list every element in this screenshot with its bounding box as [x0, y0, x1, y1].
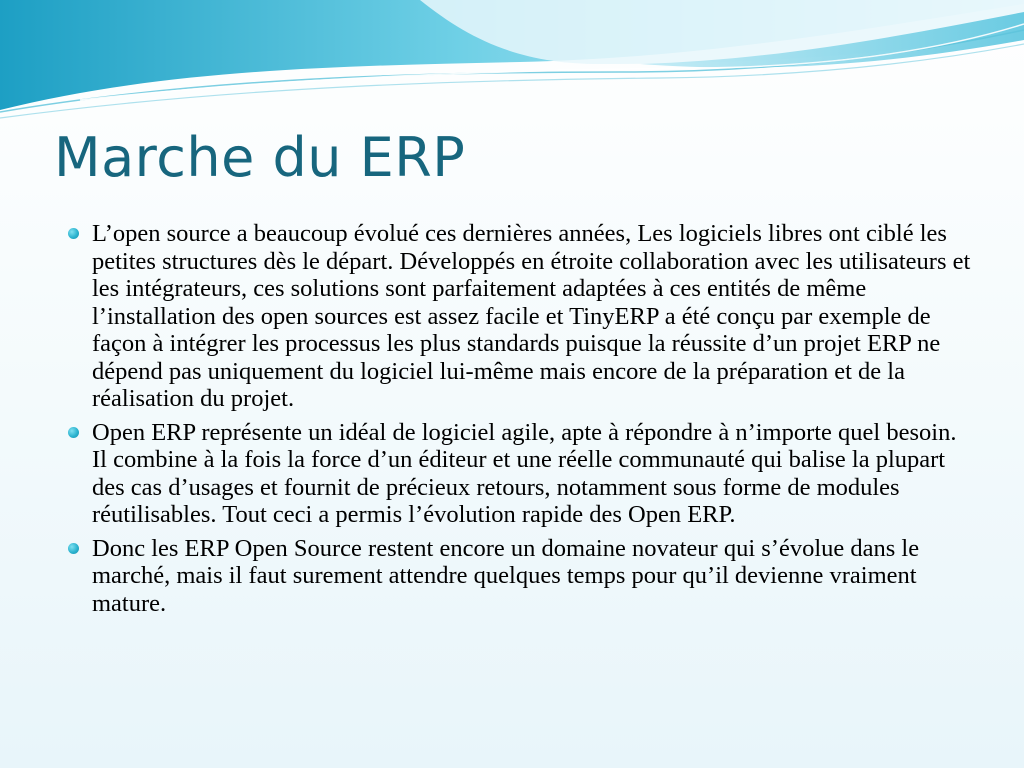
bullet-dot-icon — [68, 543, 79, 554]
bullet-dot-icon — [68, 228, 79, 239]
slide-title: Marche du ERP — [54, 126, 466, 189]
bullet-text: Donc les ERP Open Source restent encore un domaine novateur qui s’évolue dans le marché, mais il faut surement attendre quelques temps pour qu’il devienne vraiment mature. — [92, 534, 920, 617]
bullet-item — [92, 419, 972, 529]
bullet-list — [92, 220, 972, 623]
header-wave-decoration — [0, 0, 1024, 130]
bullet-item — [92, 535, 972, 618]
bullet-item — [92, 220, 972, 413]
bullet-text: L’open source a beaucoup évolué ces dernières années, Les logiciels libres ont ciblé les petites structures dès le départ. Développés en étroite collaboration avec les utilisateurs et les intégrateurs, ces solutions sont parfaitement adaptées à ces entités de même l’installation des open sources est assez facile et TinyERP a été conçu par exemple de façon à intégrer les processus les plus standards puisque la réussite d’un projet ERP ne dépend pas uniquement du logiciel lui-même mais encore de la préparation et de la réalisation du projet. — [92, 220, 971, 412]
bullet-dot-icon — [68, 427, 79, 438]
bullet-text: Open ERP représente un idéal de logiciel agile, apte à répondre à n’importe quel besoin. Il combine à la fois la force d’un éditeur et une réelle communauté qui balise la plupart des cas d’usages et fournit de précieux retours, notamment sous forme de modules réutilisables. Tout ceci a permis l’évolution rapide des Open ERP. — [92, 418, 957, 528]
